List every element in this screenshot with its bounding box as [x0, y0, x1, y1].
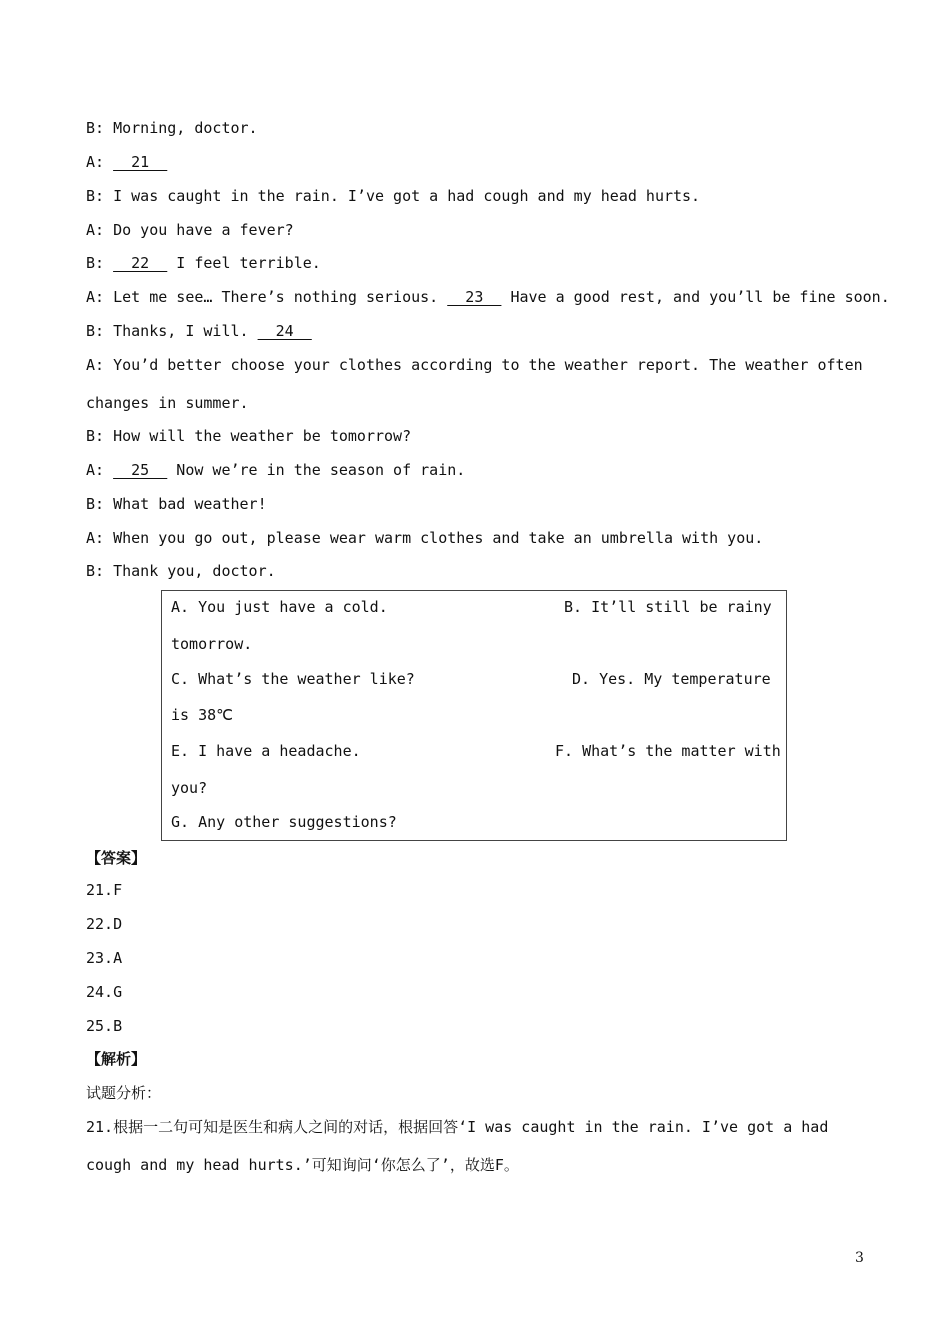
- line-text-after: Have a good rest, and you’ll be fine soon.: [501, 288, 890, 306]
- speaker-label: B:: [86, 562, 105, 580]
- option-e: E. I have a headache.: [171, 742, 361, 760]
- option-b-continuation: tomorrow.: [171, 635, 253, 653]
- dialogue-line: [86, 253, 321, 273]
- answer-22: 22.D: [86, 915, 123, 933]
- line-text: [104, 461, 113, 479]
- option-c: C. What’s the weather like?: [171, 670, 415, 688]
- speaker-label: B:: [86, 187, 105, 205]
- line-text: Thanks, I will.: [104, 322, 258, 340]
- speaker-label: A:: [86, 221, 105, 239]
- line-text: [104, 254, 113, 272]
- line-text: You’d better choose your clothes according to the weather report. The weather often: [104, 356, 863, 374]
- analysis-heading: 【解析】: [86, 1050, 147, 1068]
- analysis-21-line2: cough and my head hurts.’可知询问‘你怎么了’，故选F。: [86, 1156, 519, 1174]
- speaker-label: B:: [86, 119, 105, 137]
- line-text: Do you have a fever?: [104, 221, 294, 239]
- option-d-continuation: is 38℃: [171, 706, 233, 724]
- line-text-after: Now we’re in the season of rain.: [167, 461, 466, 479]
- dialogue-line: [86, 426, 411, 446]
- options-box: [161, 590, 787, 841]
- dialogue-line: [86, 220, 294, 240]
- line-text: I was caught in the rain. I’ve got a had cough and my head hurts.: [104, 187, 701, 205]
- option-b: B. It’ll still be rainy: [564, 598, 772, 616]
- line-text: When you go out, please wear warm clothes and take an umbrella with you.: [104, 529, 764, 547]
- option-d: D. Yes. My temperature: [572, 670, 771, 688]
- speaker-label: B:: [86, 427, 105, 445]
- dialogue-line: [86, 186, 700, 206]
- dialogue-line: [86, 460, 465, 480]
- analysis-intro: 试题分析：: [86, 1084, 162, 1102]
- answer-blank: 22: [113, 254, 168, 272]
- speaker-label: A:: [86, 288, 105, 306]
- answer-21: 21.F: [86, 881, 123, 899]
- line-text: What bad weather!: [104, 495, 267, 513]
- line-text: Morning, doctor.: [104, 119, 258, 137]
- answer-23: 23.A: [86, 949, 123, 967]
- answer-blank: 23: [447, 288, 502, 306]
- line-text: Thank you, doctor.: [104, 562, 276, 580]
- line-text: How will the weather be tomorrow?: [104, 427, 412, 445]
- answer-blank: 25: [113, 461, 168, 479]
- answer-heading: 【答案】: [86, 849, 147, 867]
- speaker-label: A:: [86, 153, 105, 171]
- speaker-label: A:: [86, 461, 105, 479]
- dialogue-line: [86, 494, 267, 514]
- speaker-label: B:: [86, 254, 105, 272]
- answer-25: 25.B: [86, 1017, 123, 1035]
- speaker-label: A:: [86, 529, 105, 547]
- dialogue-line: [86, 355, 863, 375]
- line-text: changes in summer.: [86, 394, 249, 412]
- speaker-label: A:: [86, 356, 105, 374]
- answer-blank: 21: [113, 153, 168, 171]
- line-text: Let me see… There’s nothing serious.: [104, 288, 448, 306]
- analysis-21-line1: 21.根据一二句可知是医生和病人之间的对话，根据回答‘I was caught in the rain. I’ve got a had: [86, 1118, 829, 1136]
- option-f: F. What’s the matter with: [555, 742, 781, 760]
- dialogue-line: [86, 152, 167, 172]
- answer-24: 24.G: [86, 983, 123, 1001]
- line-text-after: I feel terrible.: [167, 254, 321, 272]
- answer-blank: 24: [257, 322, 312, 340]
- speaker-label: B:: [86, 322, 105, 340]
- dialogue-line: [86, 561, 276, 581]
- option-g: G. Any other suggestions?: [171, 813, 397, 831]
- line-text: [104, 153, 113, 171]
- option-f-continuation: you?: [171, 779, 208, 797]
- dialogue-line: [86, 528, 763, 548]
- dialogue-line: [86, 393, 249, 413]
- page-number: 3: [855, 1250, 864, 1266]
- dialogue-line: [86, 118, 258, 138]
- speaker-label: B:: [86, 495, 105, 513]
- option-a: A. You just have a cold.: [171, 598, 388, 616]
- dialogue-line: [86, 287, 890, 307]
- dialogue-line: [86, 321, 312, 341]
